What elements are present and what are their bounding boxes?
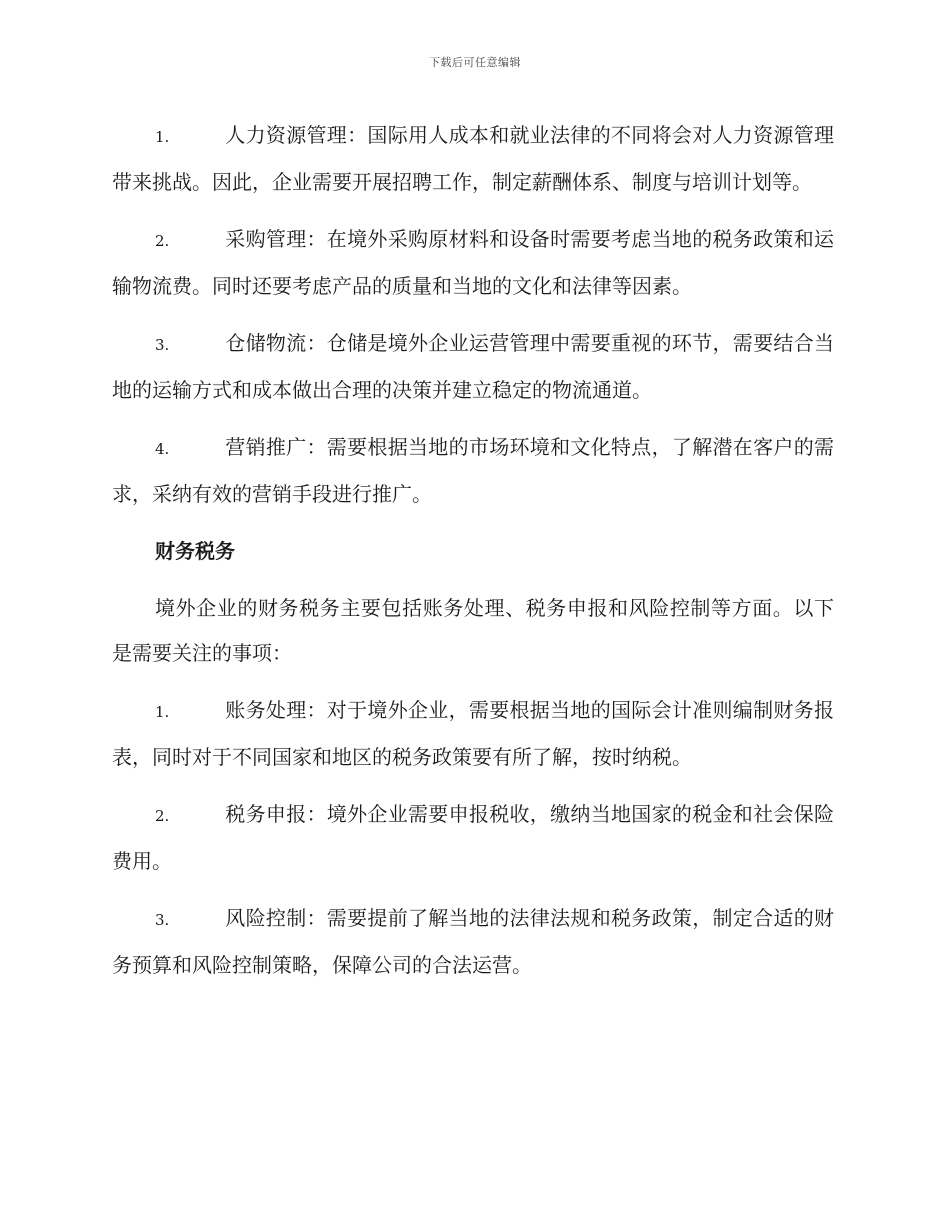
list-item (112, 688, 834, 780)
section-title: 财务税务 (155, 539, 235, 563)
list-item-text: 税务申报：境外企业需要申报税收，缴纳当地国家的税金和社会保险费用。 (112, 802, 834, 873)
header-note: 下载后可任意编辑 (429, 56, 521, 69)
list-item (112, 896, 834, 988)
list-item-text: 人力资源管理：国际用人成本和就业法律的不同将会对人力资源管理带来挑战。因此，企业需要开展招聘工作，制定薪酬体系、制度与培训计划等。 (112, 123, 834, 194)
list-item-text: 账务处理：对于境外企业，需要根据当地的国际会计准则编制财务报表，同时对于不同国家和地区的税务政策要有所了解，按时纳税。 (112, 698, 834, 769)
list-item-text: 风险控制：需要提前了解当地的法律法规和税务政策，制定合适的财务预算和风险控制策略，保障公司的合法运营。 (112, 906, 834, 977)
section-intro: 境外企业的财务税务主要包括账务处理、税务申报和风险控制等方面。以下是需要关注的事项： (112, 596, 834, 665)
list-item-number: 2. (155, 232, 170, 250)
list-item (112, 321, 834, 413)
list-item (112, 425, 834, 517)
list-item-number: 3. (155, 911, 170, 929)
list-item (112, 113, 834, 205)
list-item-number: 4. (155, 440, 170, 458)
list-item-number: 1. (155, 128, 170, 146)
list-item (112, 792, 834, 884)
list-item-text: 仓储物流：仓储是境外企业运营管理中需要重视的环节，需要结合当地的运输方式和成本做出合理的决策并建立稳定的物流通道。 (112, 331, 834, 402)
document-body (112, 113, 834, 1000)
list-item-text: 采购管理：在境外采购原材料和设备时需要考虑当地的税务政策和运输物流费。同时还要考虑产品的质量和当地的文化和法律等因素。 (112, 227, 834, 298)
list-item-number: 1. (155, 703, 170, 721)
list-item-number: 2. (155, 807, 170, 825)
list-item-text: 营销推广：需要根据当地的市场环境和文化特点，了解潜在客户的需求，采纳有效的营销手段进行推广。 (112, 435, 834, 506)
list-item (112, 217, 834, 309)
list-item-number: 3. (155, 336, 170, 354)
